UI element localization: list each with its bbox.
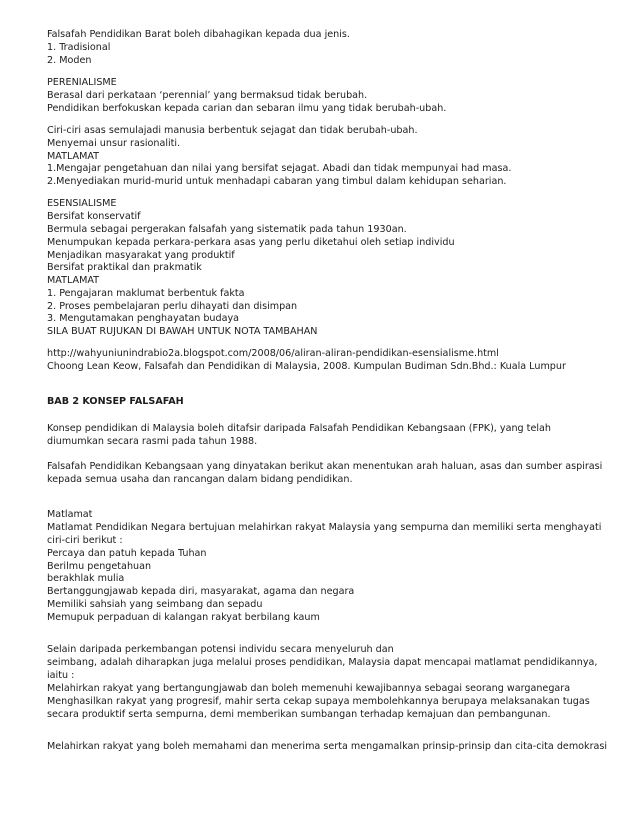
text-line: 1. Pengajaran maklumat berbentuk fakta: [47, 288, 245, 299]
section-heading: PERENIALISME: [47, 77, 117, 88]
text-line: Ciri-ciri asas semulajadi manusia berbentuk sejagat dan tidak berubah-ubah.: [47, 125, 418, 136]
text-line: 3. Mengutamakan penghayatan budaya: [47, 313, 240, 324]
list-item: Melahirkan rakyat yang boleh memahami dan menerima serta mengamalkan prinsip-prinsip dan cita-cita demokrasi: [47, 741, 608, 752]
section-heading: ESENSIALISME: [47, 198, 117, 209]
text-line: Selain daripada perkembangan potensi individu secara menyeluruh dan: [47, 644, 394, 655]
text-line: 2.Menyediakan murid-murid untuk menhadapi cabaran yang timbul dalam kehidupan seharian.: [47, 176, 507, 187]
text-line: Pendidikan berfokuskan kepada carian dan sebaran ilmu yang tidak berubah-ubah.: [47, 103, 447, 114]
reference-url: http://wahyuniunindrabio2a.blogspot.com/2008/06/aliran-aliran-pendidikan-esensialisme.html: [47, 348, 499, 359]
text-line: seimbang, adalah diharapkan juga melalui proses pendidikan, Malaysia dapat mencapai matlamat pendidikannya,: [47, 657, 598, 668]
list-item: Memiliki sahsiah yang seimbang dan sepadu: [47, 599, 263, 610]
list-item: Memupuk perpaduan di kalangan rakyat berbilang kaum: [47, 612, 320, 623]
text-line: iaitu :: [47, 670, 75, 681]
text-line: Berasal dari perkataan ‘perennial’ yang bermaksud tidak berubah.: [47, 90, 368, 101]
text-line: diumumkan secara rasmi pada tahun 1988.: [47, 436, 258, 447]
text-line: secara produktif serta sempurna, demi memberikan sumbangan terhadap kemajuan dan pembangunan.: [47, 709, 551, 720]
text-line: ciri-ciri berikut :: [47, 535, 123, 546]
text-line: Menyemai unsur rasionaliti.: [47, 138, 181, 149]
text-line: Falsafah Pendidikan Barat boleh dibahagikan kepada dua jenis.: [47, 29, 350, 40]
section-heading: Matlamat: [47, 509, 93, 520]
text-line: 2. Proses pembelajaran perlu dihayati dan disimpan: [47, 301, 298, 312]
reference-citation: Choong Lean Keow, Falsafah dan Pendidikan di Malaysia, 2008. Kumpulan Budiman Sdn.Bhd.: Kuala Lumpur: [47, 361, 566, 372]
section-heading: MATLAMAT: [47, 275, 100, 286]
section-heading: MATLAMAT: [47, 151, 100, 162]
list-item: Percaya dan patuh kepada Tuhan: [47, 548, 207, 559]
chapter-heading: BAB 2 KONSEP FALSAFAH: [47, 396, 184, 407]
list-item: Bertanggungjawab kepada diri, masyarakat, agama dan negara: [47, 586, 355, 597]
text-line: Menumpukan kepada perkara-perkara asas yang perlu diketahui oleh setiap individu: [47, 237, 455, 248]
text-line: Falsafah Pendidikan Kebangsaan yang dinyatakan berikut akan menentukan arah haluan, asas dan sumber aspirasi: [47, 461, 603, 472]
text-line: 1. Tradisional: [47, 42, 111, 53]
text-line: 2. Moden: [47, 55, 92, 66]
text-line: Bersifat konservatif: [47, 211, 141, 222]
text-line: kepada semua usaha dan rancangan dalam bidang pendidikan.: [47, 474, 353, 485]
text-line: Konsep pendidikan di Malaysia boleh ditafsir daripada Falsafah Pendidikan Kebangsaan (FPK), yang telah: [47, 423, 551, 434]
list-item: berakhlak mulia: [47, 573, 125, 584]
text-line: SILA BUAT RUJUKAN DI BAWAH UNTUK NOTA TAMBAHAN: [47, 326, 318, 337]
text-line: Bersifat praktikal dan prakmatik: [47, 262, 202, 273]
text-line: Matlamat Pendidikan Negara bertujuan melahirkan rakyat Malaysia yang sempurna dan memiliki serta menghayati: [47, 522, 602, 533]
list-item: Melahirkan rakyat yang bertangungjawab dan boleh memenuhi kewajibannya sebagai seorang warganegara: [47, 683, 571, 694]
text-line: Menjadikan masyarakat yang produktif: [47, 250, 235, 261]
text-line: Bermula sebagai pergerakan falsafah yang sistematik pada tahun 1930an.: [47, 224, 407, 235]
list-item: Menghasilkan rakyat yang progresif, mahir serta cekap supaya membolehkannya berupaya melaksanakan tugas: [47, 696, 590, 707]
text-line: 1.Mengajar pengetahuan dan nilai yang bersifat sejagat. Abadi dan tidak mempunyai had masa.: [47, 163, 512, 174]
list-item: Berilmu pengetahuan: [47, 561, 152, 572]
